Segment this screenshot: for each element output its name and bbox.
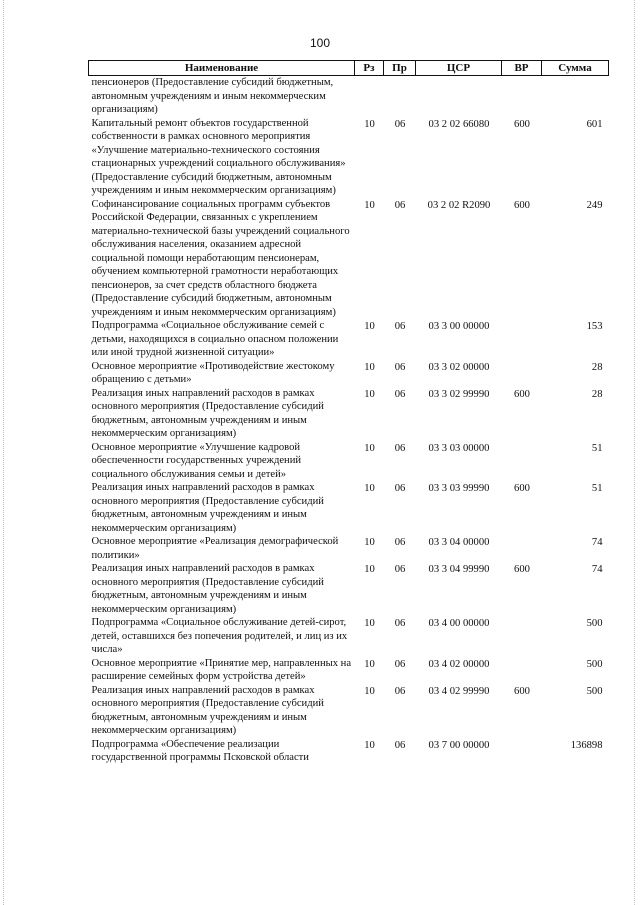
table-row	[89, 387, 609, 441]
row-vr	[502, 657, 542, 684]
table-row	[89, 360, 609, 387]
row-vr: 600	[514, 564, 530, 575]
row-rz: 10	[364, 618, 375, 629]
table-header	[89, 61, 609, 76]
row-csr: 03 4 00 00000	[428, 618, 490, 629]
row-csr: 03 3 02 99990	[428, 388, 490, 400]
table-row	[89, 319, 609, 360]
row-vr	[502, 360, 542, 387]
row-csr: 03 3 02 00000	[428, 361, 490, 373]
row-rz: 10	[364, 118, 375, 130]
row-sum: 500	[586, 618, 603, 629]
row-name: Реализация иных направлений расходов в рамках основного мероприятия (Предоставление субсидий бюджетным, автономным учреждениям и иным некоммерческим организациям)	[91, 387, 324, 439]
row-sum: 249	[586, 199, 603, 211]
row-vr	[502, 616, 542, 657]
row-name: Реализация иных направлений расходов в рамках основного мероприятия (Предоставление субсидий бюджетным, автономным учреждениям и иным некоммерческим организациям)	[91, 684, 324, 736]
table-body	[89, 76, 609, 765]
table-row	[89, 684, 609, 738]
row-name: Основное мероприятие «Реализация демографической политики»	[91, 536, 339, 561]
table-row	[89, 738, 609, 765]
table-row	[89, 616, 609, 657]
row-rz: 10	[364, 361, 375, 373]
row-sum: 28	[591, 361, 603, 373]
row-sum: 136898	[570, 739, 603, 751]
row-pr: 06	[394, 199, 406, 211]
row-vr	[502, 441, 542, 482]
row-vr	[502, 535, 542, 562]
scan-edge-left	[3, 0, 5, 905]
row-csr: 03 4 02 99990	[428, 685, 490, 697]
row-csr: 03 7 00 00000	[428, 739, 490, 751]
row-sum: 500	[586, 685, 603, 697]
row-pr	[384, 76, 416, 117]
row-rz: 10	[364, 658, 375, 670]
row-pr: 06	[394, 564, 406, 575]
row-sum: 74	[591, 537, 603, 548]
row-name: пенсионеров (Предоставление субсидий бюджетным, автономным учреждениям и иным некоммерческим организациям)	[91, 77, 334, 115]
row-pr: 06	[394, 685, 406, 697]
row-sum: 51	[591, 483, 603, 494]
row-csr: 03 3 04 99990	[428, 564, 490, 575]
row-pr: 06	[394, 361, 406, 373]
row-csr	[416, 76, 502, 117]
row-rz: 10	[364, 388, 375, 400]
row-rz: 10	[364, 483, 375, 494]
row-pr: 06	[394, 537, 406, 548]
row-name: Подпрограмма «Социальное обслуживание детей-сирот, детей, оставшихся без попечения родителей, и лиц из их числа»	[91, 617, 348, 655]
row-vr	[502, 319, 542, 360]
row-sum: 500	[586, 658, 603, 670]
header-rz: Рз	[355, 61, 384, 76]
page-number: 100	[309, 36, 331, 50]
row-rz	[355, 76, 384, 117]
table-row	[89, 117, 609, 198]
row-sum: 601	[586, 118, 603, 130]
row-name: Капитальный ремонт объектов государственной собственности в рамках основного мероприятия «Улучшение материально-технического состояния стационарных учреждений социального обслуживания» (Предоставление субсидий бюджетным, автономным учреждениям и иным некоммерческим организациям)	[91, 117, 346, 196]
header-csr: ЦСР	[416, 61, 502, 76]
header-vr: ВР	[502, 61, 542, 76]
row-pr: 06	[394, 321, 406, 332]
row-sum: 51	[591, 442, 603, 454]
row-rz: 10	[364, 685, 375, 697]
row-vr: 600	[514, 483, 530, 494]
header-sum: Сумма	[542, 61, 609, 76]
row-csr: 03 2 02 66080	[428, 118, 490, 130]
budget-table	[88, 60, 609, 765]
row-csr: 03 3 00 00000	[428, 321, 490, 332]
row-vr: 600	[514, 118, 530, 130]
row-pr: 06	[394, 388, 406, 400]
row-csr: 03 3 03 99990	[428, 483, 490, 494]
row-name: Основное мероприятие «Противодействие жестокому обращению с детьми»	[91, 360, 335, 385]
table-row	[89, 657, 609, 684]
table-row	[89, 198, 609, 320]
row-vr: 600	[514, 685, 530, 697]
row-pr: 06	[394, 658, 406, 670]
row-pr: 06	[394, 618, 406, 629]
row-name: Подпрограмма «Обеспечение реализации государственной программы Псковской области	[91, 738, 309, 763]
row-vr	[502, 738, 542, 765]
row-vr: 600	[514, 199, 530, 211]
header-row	[89, 61, 609, 76]
table-row	[89, 562, 609, 616]
scan-edge-right	[634, 0, 636, 905]
row-name: Основное мероприятие «Улучшение кадровой обеспеченности государственных учреждений социального обслуживания семьи и детей»	[91, 441, 302, 480]
row-pr: 06	[394, 483, 406, 494]
row-sum: 74	[591, 564, 603, 575]
row-pr: 06	[394, 442, 406, 454]
row-name: Подпрограмма «Социальное обслуживание семей с детьми, находящихся в социально опасном положении или иной трудной жизненной ситуации»	[91, 320, 339, 358]
row-sum: 28	[591, 388, 603, 400]
row-name: Основное мероприятие «Принятие мер, направленных на расширение семейных форм устройства детей»	[91, 657, 352, 682]
row-rz: 10	[364, 199, 375, 211]
row-csr: 03 4 02 00000	[428, 658, 490, 670]
row-rz: 10	[364, 321, 375, 332]
row-name: Софинансирование социальных программ субъектов Российской Федерации, связанных с укреплением материально-технической базы учреждений социального обслуживания населения, оказанием адресной социальной помощи неработающим пенсионерам, обучением компьютерной грамотности неработающих пенсионеров, за счет средств областного бюджета (Предоставление субсидий бюджетным, автономным учреждениям и иным некоммерческим организациям)	[91, 198, 350, 318]
row-csr: 03 3 03 00000	[428, 442, 490, 454]
row-rz: 10	[364, 442, 375, 454]
table-row	[89, 481, 609, 535]
row-rz: 10	[364, 739, 375, 751]
row-vr: 600	[514, 388, 530, 400]
row-rz: 10	[364, 537, 375, 548]
header-name: Наименование	[89, 61, 355, 76]
table-row	[89, 76, 609, 117]
table-row	[89, 441, 609, 482]
table-row	[89, 535, 609, 562]
row-csr: 03 3 04 00000	[428, 537, 490, 548]
header-pr: Пр	[384, 61, 416, 76]
row-sum	[542, 76, 609, 117]
row-pr: 06	[394, 739, 406, 751]
row-vr	[502, 76, 542, 117]
row-name: Реализация иных направлений расходов в рамках основного мероприятия (Предоставление субсидий бюджетным, автономным учреждениям и иным некоммерческим организациям)	[91, 482, 324, 534]
row-pr: 06	[394, 118, 406, 130]
row-sum: 153	[586, 321, 603, 332]
row-rz: 10	[364, 564, 375, 575]
row-csr: 03 2 02 R2090	[427, 199, 491, 211]
row-name: Реализация иных направлений расходов в рамках основного мероприятия (Предоставление субсидий бюджетным, автономным учреждениям и иным некоммерческим организациям)	[91, 563, 324, 615]
